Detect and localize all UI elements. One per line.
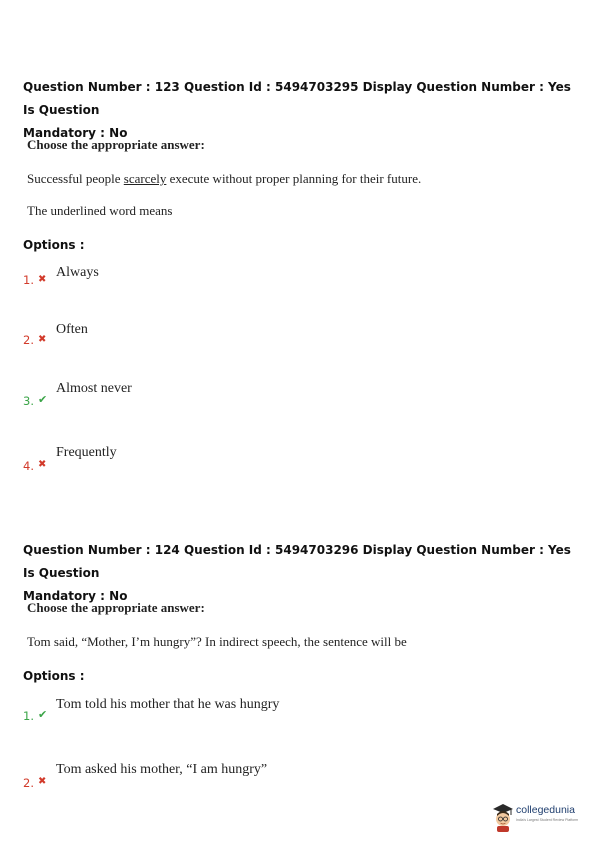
- question-prompt: The underlined word means: [27, 203, 173, 218]
- question-stem: Tom said, “Mother, I’m hungry”? In indirect speech, the sentence will be: [27, 634, 407, 649]
- question-header-line2: Mandatory : No: [23, 126, 128, 140]
- option-number: 1.: [23, 273, 34, 287]
- option-4: [23, 444, 523, 474]
- option-2: [23, 762, 523, 792]
- logo-wordmark: collegedunia: [516, 804, 575, 816]
- option-number: 2.: [23, 776, 34, 790]
- collegedunia-logo: [492, 800, 590, 834]
- cross-icon: ✖: [38, 776, 47, 787]
- question-header-line1: Question Number : 123 Question Id : 5494703295 Display Question Number : Yes Is Question: [23, 80, 571, 117]
- check-icon: ✔: [38, 708, 48, 721]
- option-text: Frequently: [56, 445, 117, 460]
- stem-underlined-word: scarcely: [123, 171, 167, 186]
- question-instruction: Choose the appropriate answer:: [27, 137, 205, 152]
- cross-icon: ✖: [38, 459, 47, 470]
- option-number: 2.: [23, 333, 34, 347]
- stem-text-before: Successful people: [27, 171, 124, 186]
- option-text: Often: [56, 322, 88, 337]
- option-1: [23, 696, 523, 726]
- option-3: [23, 381, 523, 411]
- question-stem: [27, 171, 421, 187]
- option-2: [23, 322, 523, 352]
- question-124: [23, 539, 578, 799]
- options-label: Options :: [23, 669, 85, 683]
- question-header-line2: Mandatory : No: [23, 589, 128, 603]
- option-number: 3.: [23, 394, 34, 408]
- option-text: Almost never: [56, 381, 132, 396]
- question-123: [23, 76, 578, 486]
- graduate-mascot-icon: [492, 802, 514, 832]
- cross-icon: ✖: [38, 274, 47, 285]
- question-instruction: Choose the appropriate answer:: [27, 600, 205, 615]
- option-text: Tom told his mother that he was hungry: [56, 697, 280, 712]
- option-text: Tom asked his mother, “I am hungry”: [56, 762, 268, 777]
- option-number: 1.: [23, 709, 34, 723]
- option-text: Always: [56, 265, 99, 280]
- cross-icon: ✖: [38, 334, 47, 345]
- question-header-line1: Question Number : 124 Question Id : 5494703296 Display Question Number : Yes Is Question: [23, 543, 571, 580]
- option-number: 4.: [23, 459, 34, 473]
- stem-text-after: execute without proper planning for their future.: [166, 171, 422, 186]
- options-label: Options :: [23, 238, 85, 252]
- logo-tagline: India's Largest Student Review Platform: [516, 818, 579, 822]
- option-1: [23, 264, 523, 294]
- check-icon: ✔: [38, 393, 48, 406]
